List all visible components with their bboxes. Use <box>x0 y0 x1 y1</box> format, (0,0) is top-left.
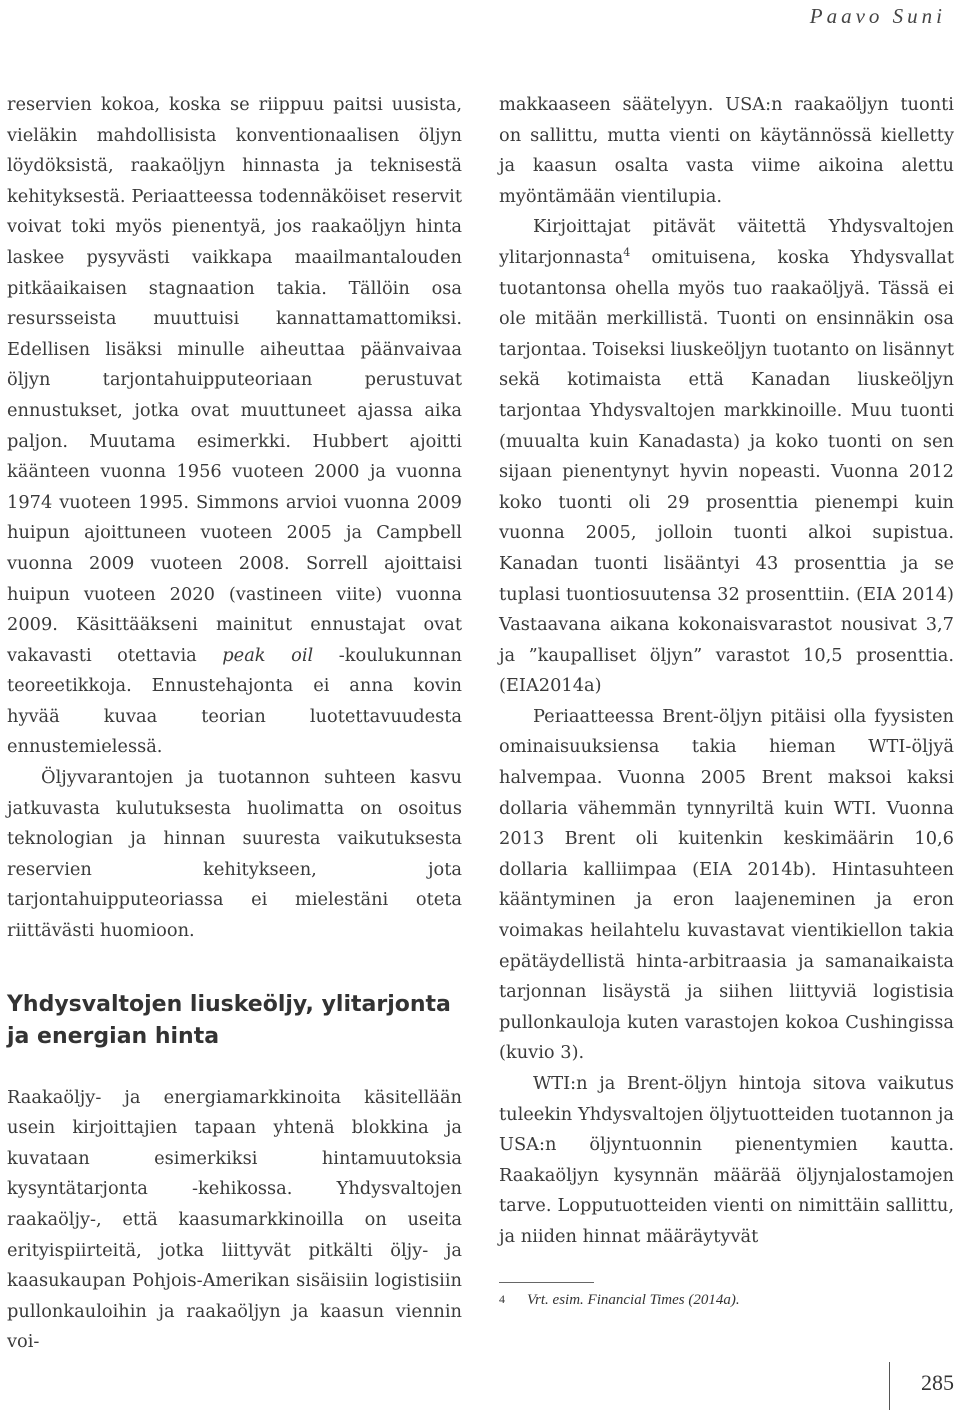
left-paragraph-3: Raakaöljy- ja energiamarkkinoita käsitellään usein kirjoittajien tapaan yhtenä blokkina ja kuvataan esimerkiksi hintamuutoksia kysyntätarjonta -kehikossa. Yhdysvaltojen raakaöljy-, että kaasumarkkinoilla on useita erityispiirteitä, jotka liittyvät pitkälti öljy- ja kaasukaupan Pohjois-Amerikan sisäisiin logistisiin pullonkauloihin ja raakaöljyn ja kaasun viennin voi- <box>7 1086 462 1353</box>
italic-term: peak oil <box>222 644 314 666</box>
right-paragraph-2-text: Kirjoittajat pitävät väitettä Yhdysvaltojen ylitarjonnasta <box>499 216 954 268</box>
footnote-text: Vrt. esim. Financial Times (2014a). <box>527 1292 740 1308</box>
right-column <box>499 90 954 1253</box>
right-paragraph-2-rest: omituisena, koska Yhdysvallat tuotantonsa ohella myös tuo raakaöljyä. Tässä ei ole mitään merkillistä. Tuonti on ensinnäkin osa tarjontaa. Toiseksi liuskeöljyn tuotanto on lisännyt sekä kotimaista että Kanadan liuskeöljyn tarjontaa Yhdysvaltojen markkinoille. Muu tuonti (muualta kuin Kanadasta) ja koko tuonti on sen sijaan pienentynyt hyvin nopeasti. Vuonna 2012 koko tuonti oli 29 prosenttia pienempi kuin vuonna 2005, jolloin tuonti alkoi supistua. Kanadan tuonti lisääntyi 43 prosenttia ja se tuplasi tuontiosuutensa 32 prosenttiin. (EIA 2014) Vastaavana aikana kokonaisvarastot nousivat 3,7 ja ”kaupalliset öljyn” varastot 10,5 prosenttia. (EIA2014a) <box>499 246 954 697</box>
running-head: Paavo Suni <box>809 4 946 28</box>
left-column <box>7 90 462 1358</box>
page-number: 285 <box>921 1370 954 1395</box>
left-paragraph-1-text: reservien kokoa, koska se riippuu paitsi uusista, vieläkin mahdollisista konventionaalisen öljyn löydöksistä, raakaöljyn hinnasta ja teknisestä kehityksestä. Periaatteessa todennäköiset reservit voivat toki myös pienentyä, jos raakaöljyn hinta laskee pysyvästi vaikkapa maailmantalouden pitkäaikaisen stagnaation takia. Tällöin osa resursseista muuttuisi kannattamattomiksi. Edellisen lisäksi minulle aiheuttaa päänvaivaa öljyn tarjontahuipputeoriaan perustuvat ennustukset, jotka ovat muuttuneet ajassa aika paljon. Muutama esimerkki. Hubbert ajoitti käänteen vuonna 1956 vuoteen 2000 ja vuonna 1974 vuoteen 1995. Simmons arvioi vuonna 2009 huipun ajoittuneen vuoteen 2005 ja Campbell vuonna 2009 vuoteen 2008. Sorrell ajoittaisi huipun vuoteen 2020 (vastineen viite) vuonna 2009. Käsittääkseni mainitut ennustajat ovat vakavasti otettavia <box>7 94 462 666</box>
right-paragraph-1: makkaaseen säätelyyn. USA:n raakaöljyn tuonti on sallittu, mutta vienti on käytännössä kielletty ja kaasun osalta vasta viime aikoina alettu myöntämään vientilupia. <box>499 94 954 207</box>
left-paragraph-1 <box>7 90 462 763</box>
right-paragraph-2 <box>499 212 954 702</box>
left-paragraph-2: Öljyvarantojen ja tuotannon suhteen kasvu jatkuvasta kulutuksesta huolimatta on osoitus teknologian ja hinnan suuresta vaikutuksesta reservien kehitykseen, jota tarjontahuipputeoriassa ei mielestäni oteta riittävästi huomioon. <box>7 767 462 942</box>
footnote-marker[interactable]: 4 <box>623 246 631 260</box>
footnote-divider <box>499 1282 594 1283</box>
left-paragraph-1-end: -koulukunnan teoreetikkoja. Ennustehajonta ei anna kovin hyvää kuvaa teorian luotettavuudesta ennustemielessä. <box>7 644 462 758</box>
section-heading: Yhdysvaltojen liuskeöljy, ylitarjonta ja energian hinta <box>7 991 451 1049</box>
footnote <box>499 1292 740 1309</box>
page-number-divider <box>889 1362 890 1410</box>
right-paragraph-4: WTI:n ja Brent-öljyn hintoja sitova vaikutus tuleekin Yhdysvaltojen öljytuotteiden tuotannon ja USA:n öljyntuonnin pienentymien kautta. Raakaöljyn kysynnän määrää öljynjalostamojen tarve. Lopputuotteiden vienti on nimittäin sallittu, ja niiden hinnat määräytyvät <box>499 1073 954 1247</box>
right-paragraph-3: Periaatteessa Brent-öljyn pitäisi olla fyysisten ominaisuuksiensa takia hieman WTI-öljyä halvempaa. Vuonna 2005 Brent maksoi kaksi dollaria vähemmän tynnyriltä kuin WTI. Vuonna 2013 Brent oli kuitenkin keskimäärin 10,6 dollaria kalliimpaa (EIA 2014b). Hintasuhteen kääntyminen ja eron laajeneminen ja eron voimakas heilahtelu kuvastavat vientikiellon takia epätäydellistä hinta-arbitraasia ja samanaikaista tarjonnan lisäystä ja siihen liittyviä logistisia pullonkauloja kuten varastojen kokoa Cushingissa (kuvio 3). <box>499 705 954 1064</box>
footnote-number: 4 <box>499 1292 505 1306</box>
